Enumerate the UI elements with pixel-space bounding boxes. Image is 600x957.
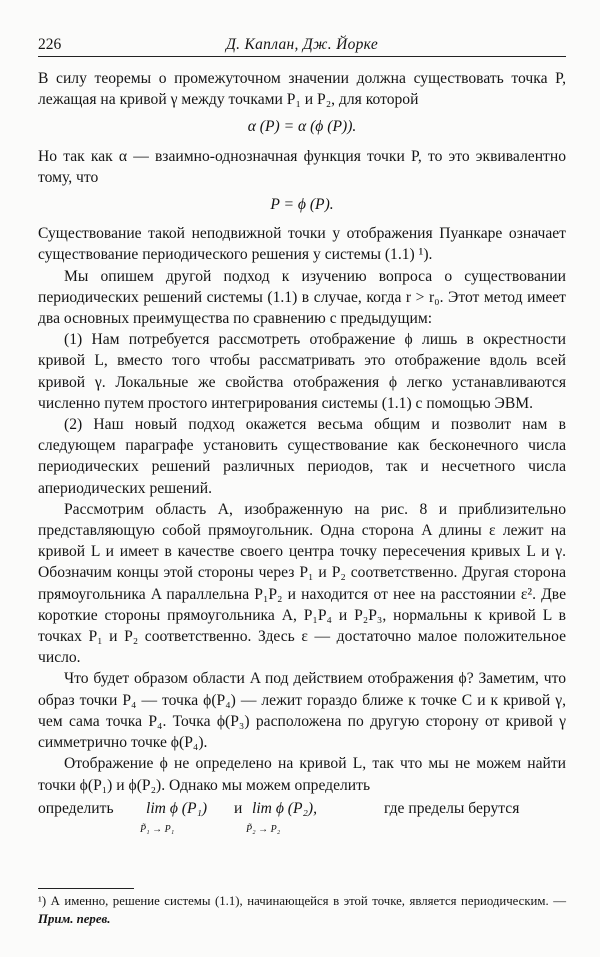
footnote-text: А именно, решение системы (1.1), начинающейся в этой точке, является периодическим. — <box>50 894 566 908</box>
paragraph-9: Отображение ϕ не определено на кривой L, так что мы не можем найти точки ϕ(P₁) и ϕ(P₂). Однако мы можем определить <box>38 755 566 794</box>
paragraph-8: Что будет образом области A под действием отображения ϕ? Заметим, что образ точки P₄ — точка ϕ(P₄) — лежит гораздо ближе к точке C и к кривой γ, чем сама точка P₄. Точка ϕ(P₃) расположена по другую сторону от кривой γ симметрично точке ϕ(P₄). <box>38 670 566 752</box>
paragraph-1: В силу теоремы о промежуточном значении должна существовать точка P, лежащая на кривой γ между точками P₁ и P₂, для которой <box>38 70 566 109</box>
paragraph-3: Существование такой неподвижной точки у отображения Пуанкаре означает существование периодического решения у системы (1.1) ¹). <box>38 225 566 264</box>
lim-line-tail: где пределы берутся <box>384 799 520 817</box>
page-number: 226 <box>38 36 62 53</box>
footnote <box>38 893 566 928</box>
footnote-signature: Прим. перев. <box>38 911 111 926</box>
page-header <box>38 32 566 57</box>
limit-1: lim ϕ (P₁) <box>146 799 208 817</box>
limit-1-subscript: P̃₁ → P₁ <box>140 823 175 835</box>
paragraph-7: Рассмотрим область A, изображенную на рис. 8 и приблизительно представляющую собой прямоугольник. Одна сторона A длины ε лежит на кривой L и имеет в качестве своего центра точку пересечения кривых L и γ. Обозначим концы этой стороны через P₁ и P₂ соответственно. Другая сторона прямоугольника A параллельна P₁P₂ и находится от нее на расстоянии ε². Две короткие стороны прямоугольника A, P₁P₄ и P₂P₃, нормальны к кривой L в точках P₁ и P₂ соответственно. Здесь ε — достаточно малое положительное число. <box>38 500 566 667</box>
running-head: Д. Каплан, Дж. Йорке <box>226 36 379 53</box>
lim-line-word: определить <box>38 799 114 817</box>
formula-1: α (P) = α (ϕ (P)). <box>247 118 357 136</box>
limit-2: lim ϕ (P₂), <box>252 799 318 817</box>
paragraph-5: (1) Нам потребуется рассмотреть отображение ϕ лишь в окрестности кривой L, вместо того чтобы рассматривать это отображение вдоль всей кривой γ. Локальные же свойства отображения ϕ легко устанавливаются численно путем простого интегрирования системы (1.1) с помощью ЭВМ. <box>38 331 566 412</box>
paragraph-6: (2) Наш новый подход окажется весьма общим и позволит нам в следующем параграфе установить существование как бесконечного числа периодических решений различных периодов, так и несчетного числа апериодических решений. <box>38 416 566 497</box>
formula-2: P = ϕ (P). <box>270 196 334 214</box>
limit-conjunction: и <box>234 799 243 817</box>
footnote-mark: ¹) <box>38 894 47 908</box>
paragraph-2: Но так как α — взаимно-однозначная функция точки P, то это эквивалентно тому, что <box>38 147 566 186</box>
paragraph-4: Мы опишем другой подход к изучению вопроса о существовании периодических решений системы (1.1) в случае, когда r > r₀. Этот метод имеет два основных преимущества по сравнению с предыдущим: <box>38 267 566 328</box>
limit-expression-line <box>38 796 566 838</box>
page-body <box>38 68 566 838</box>
footnote-rule <box>38 888 134 889</box>
limit-2-subscript: P̃₂ → P₂ <box>246 823 281 835</box>
